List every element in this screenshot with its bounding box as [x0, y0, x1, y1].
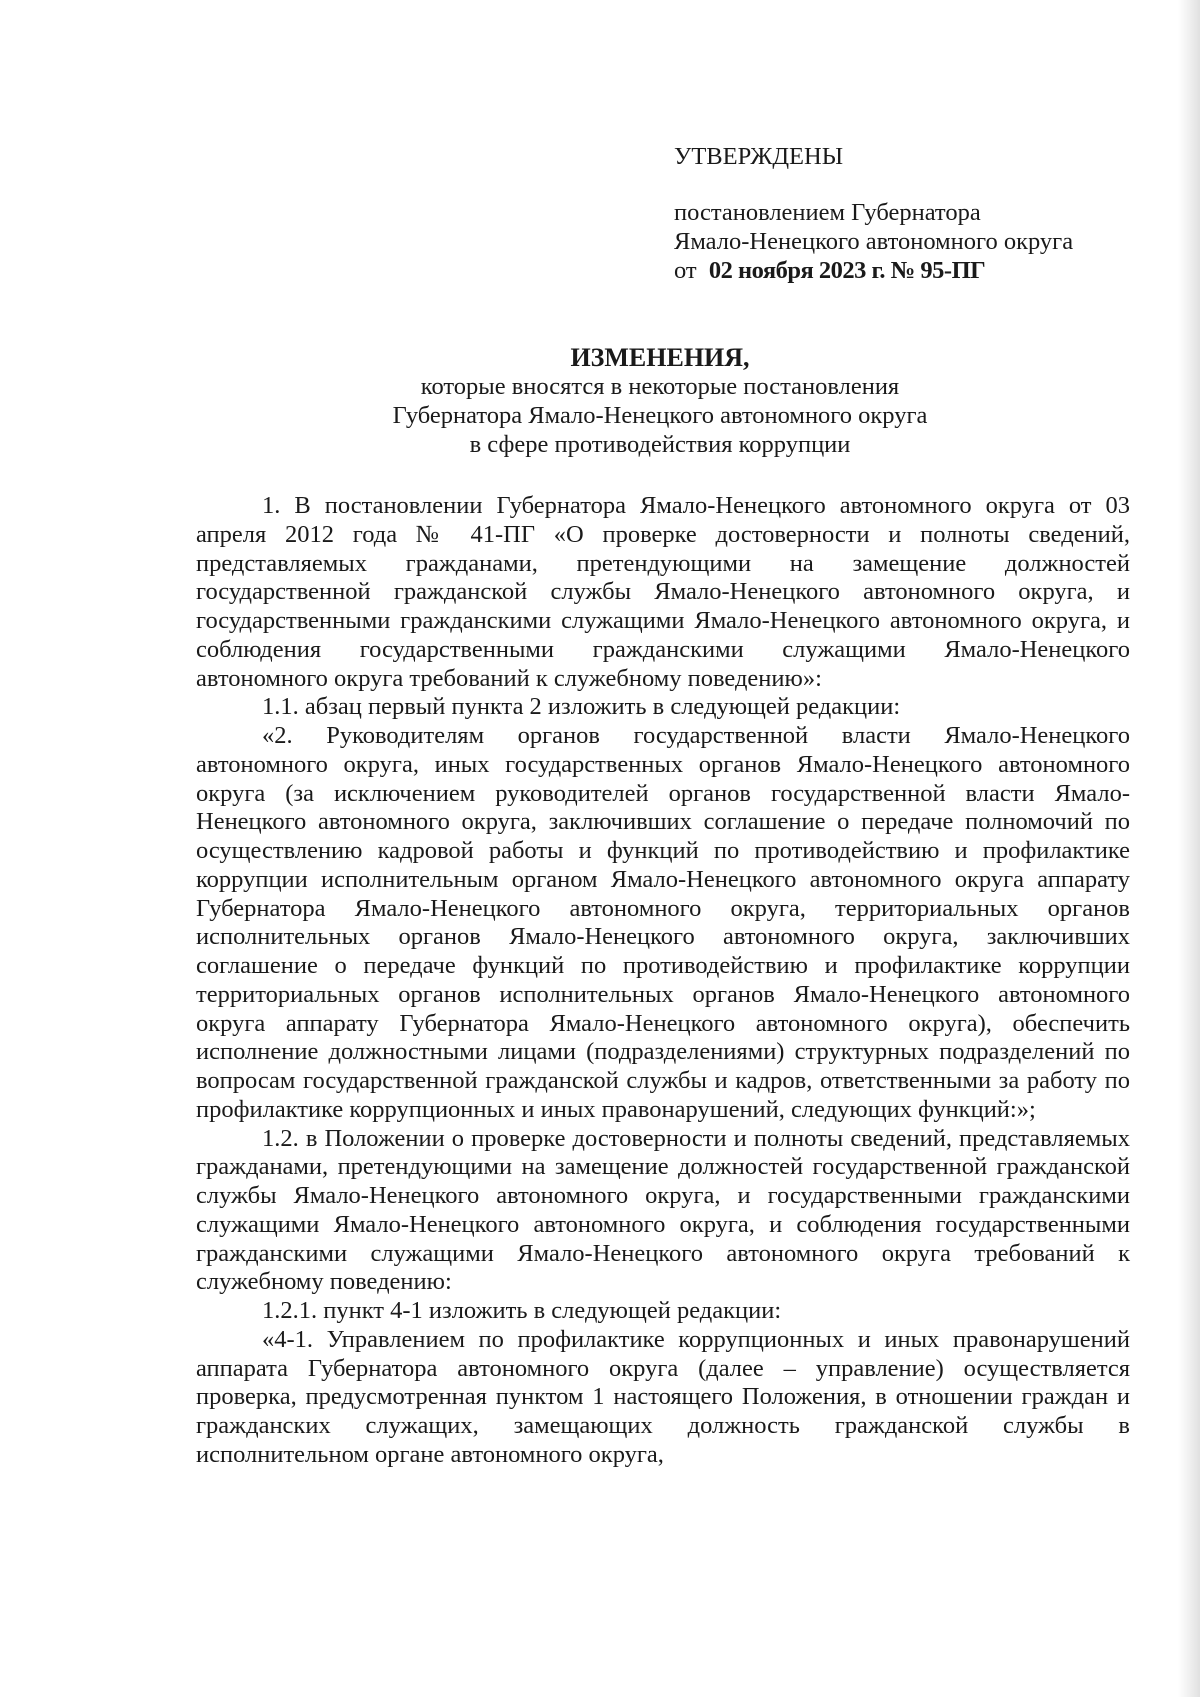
- approval-line-1: постановлением Губернатора: [674, 199, 981, 226]
- document-subtitle-line-2: Губернатора Ямало-Ненецкого автономного округа: [392, 402, 928, 429]
- document-subtitle-line-3: в сфере противодействия коррупции: [469, 431, 851, 458]
- paragraph-2-quote: «2. Руководителям органов государственной власти Ямало-Ненецкого автономного округа, иных государственных органов Ямало-Ненецкого автономного округа (за исключением руководителей органов государственной власти Ямало-Ненецкого автономного округа, заключивших соглашение о передаче полномочий по осуществлению кадровой работы и функций по противодействию и профилактике коррупции исполнительным органом Ямало-Ненецкого автономного округа аппарату Губернатора Ямало-Ненецкого автономного округа, территориальных органов исполнительных органов Ямало-Ненецкого автономного округа, заключивших соглашение о передаче функций по противодействию и профилактике коррупции территориальных органов исполнительных органов Ямало-Ненецкого автономного округа аппарату Губернатора Ямало-Ненецкого автономного округа), обеспечить исполнение должностными лицами (подразделениями) структурных подразделений по вопросам государственной гражданской службы и кадров, ответственными за работу по профилактике коррупционных и иных правонарушений, следующих функций:»;: [196, 722, 1130, 1123]
- document-subtitle-line-1: которые вносятся в некоторые постановления: [420, 373, 900, 400]
- paragraph-4-1-quote: «4-1. Управлением по профилактике коррупционных и иных правонарушений аппарата Губернатора автономного округа (далее – управление) осуществляется проверка, предусмотренная пунктом 1 настоящего Положения, в отношении граждан и гражданских служащих, замещающих должность гражданской службы в исполнительном органе автономного округа,: [196, 1325, 1130, 1468]
- approval-block: [674, 142, 1154, 285]
- approved-label: УТВЕРЖДЕНЫ: [674, 143, 844, 170]
- approval-date-prefix: от: [674, 257, 697, 284]
- paragraph-1-2-1: 1.2.1. пункт 4-1 изложить в следующей редакции:: [262, 1297, 782, 1324]
- approval-date: 02 ноября 2023 г. № 95-ПГ: [708, 257, 986, 284]
- document-heading: [0, 343, 1200, 459]
- paragraph-1-2: 1.2. в Положении о проверке достоверности и полноты сведений, представляемых гражданами, претендующими на замещение должностей государственной гражданской службы Ямало-Ненецкого автономного округа, и государственными гражданскими служащими Ямало-Ненецкого автономного округа, и соблюдения государственными гражданскими служащими Ямало-Ненецкого автономного округа требований к служебному поведению:: [196, 1124, 1130, 1296]
- approval-date-line: [674, 256, 1154, 285]
- document-body: [196, 492, 1130, 1470]
- paragraph-1: 1. В постановлении Губернатора Ямало-Ненецкого автономного округа от 03 апреля 2012 года № 41-ПГ «О проверке достоверности и полноты сведений, представляемых гражданами, претендующими на замещение должностей государственной гражданской службы Ямало-Ненецкого автономного округа, и государственными гражданскими служащими Ямало-Ненецкого автономного округа, и соблюдения государственными гражданскими служащими Ямало-Ненецкого автономного округа требований к служебному поведению»:: [196, 492, 1130, 692]
- approval-line-2: Ямало-Ненецкого автономного округа: [674, 228, 1074, 255]
- document-title: ИЗМЕНЕНИЯ,: [570, 343, 750, 372]
- paragraph-1-1: 1.1. абзац первый пункта 2 изложить в следующей редакции:: [262, 693, 901, 721]
- scan-edge-shadow: [1178, 0, 1200, 1697]
